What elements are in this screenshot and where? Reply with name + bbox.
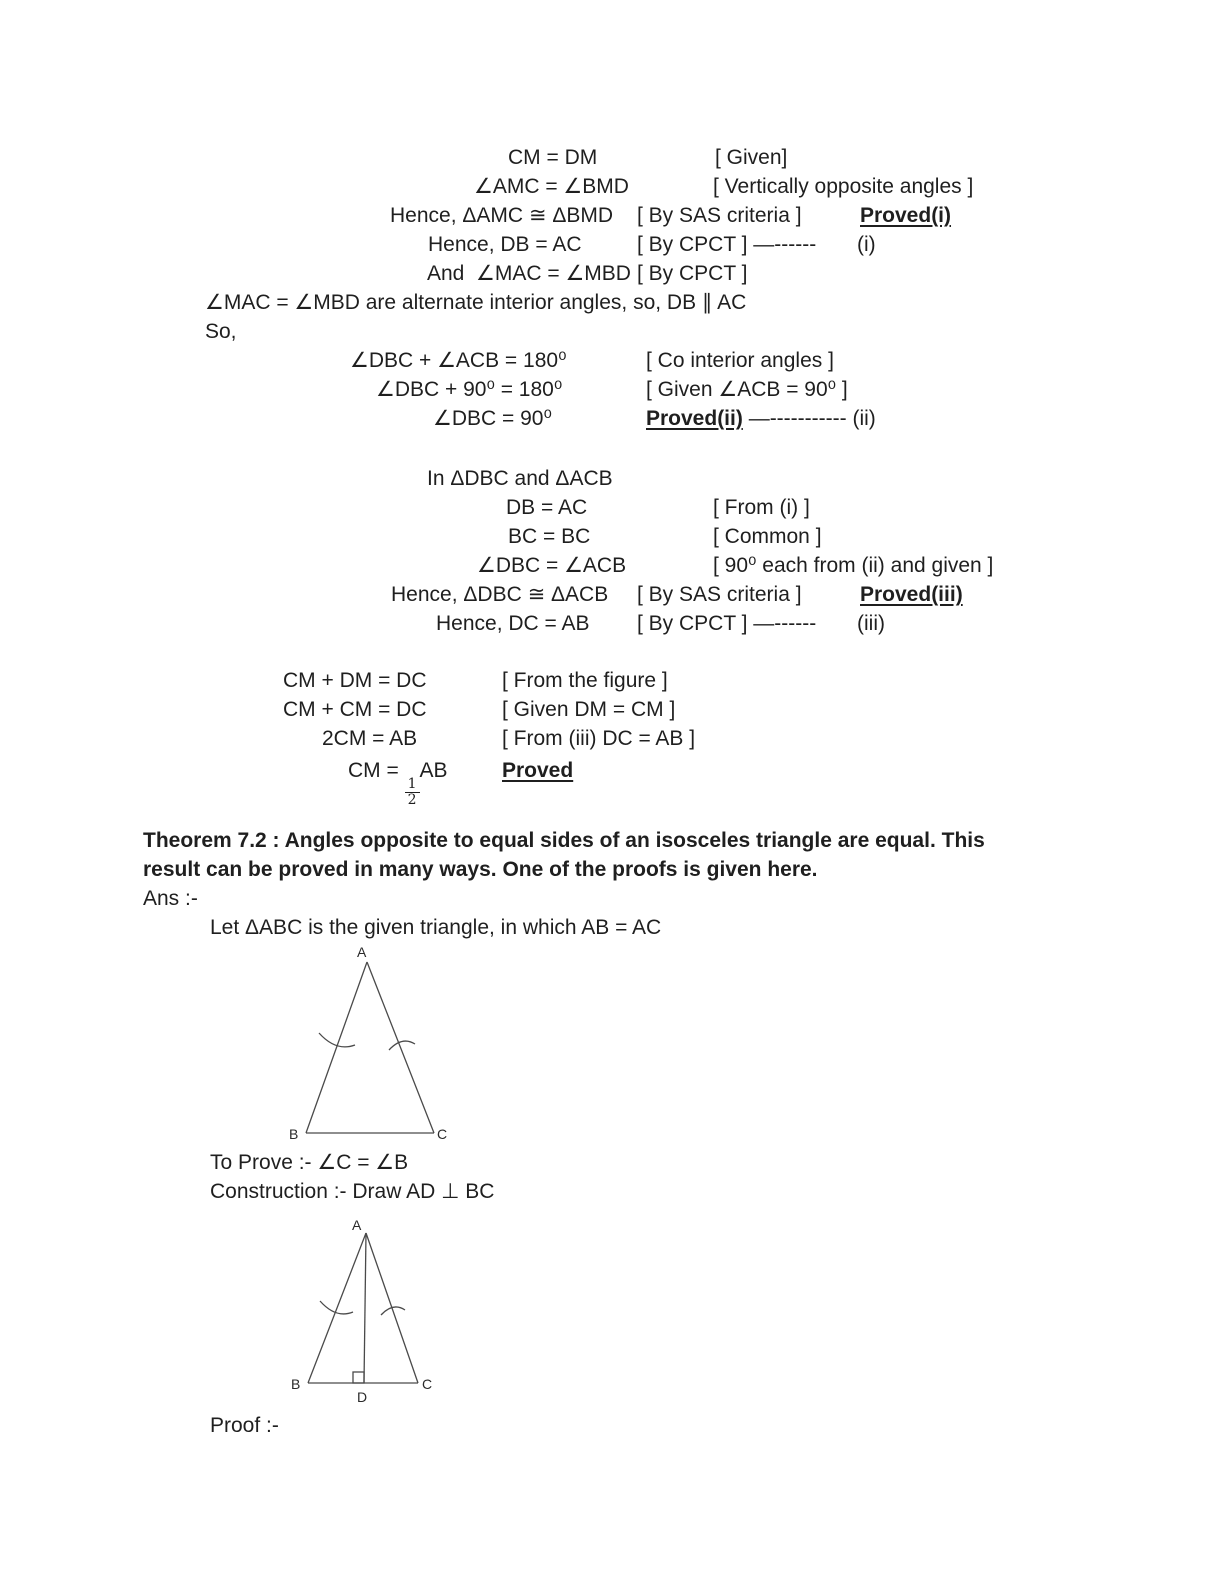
reason-text: [ Co interior angles ] xyxy=(646,349,834,372)
reason-text: [ Vertically opposite angles ] xyxy=(713,175,974,198)
tick-mark-ac xyxy=(389,1041,415,1050)
equation-text: CM = xyxy=(348,759,405,782)
proved-label: Proved xyxy=(502,759,574,782)
reason-text: [ From the figure ] xyxy=(502,669,668,692)
equation-text: DB = AC xyxy=(506,496,588,519)
proof-line xyxy=(0,346,1224,375)
proof-line xyxy=(0,756,1224,809)
given-line xyxy=(0,913,1224,942)
reason-text: [ Given] xyxy=(715,146,788,169)
fraction-numerator: 1 xyxy=(407,776,417,792)
proof-line xyxy=(0,464,1224,493)
construction-text: Construction :- Draw AD ⊥ BC xyxy=(210,1180,495,1203)
reason-text: [ 90⁰ each from (ii) and given ] xyxy=(713,554,994,577)
proof-heading: Proof :- xyxy=(210,1414,279,1437)
proved-group xyxy=(646,404,876,433)
answer-label-line xyxy=(0,884,1224,913)
theorem-title-line1: Theorem 7.2 : Angles opposite to equal sides of an isosceles triangle are equal. This xyxy=(143,829,985,852)
reason-text: [ Given ∠ACB = 90⁰ ] xyxy=(646,378,848,401)
proved-label: Proved(ii) xyxy=(646,407,743,430)
proved-label: Proved(i) xyxy=(860,204,952,227)
foot-label-d: D xyxy=(357,1389,368,1405)
equation-text: BC = BC xyxy=(508,525,591,548)
equation-text: AB xyxy=(419,759,448,782)
reason-text: [ By CPCT ] —------ xyxy=(637,612,817,635)
to-prove-text: To Prove :- ∠C = ∠B xyxy=(210,1151,409,1174)
proof-line xyxy=(0,375,1224,404)
proof-line xyxy=(0,143,1224,172)
one-half-fraction xyxy=(405,777,420,809)
answer-label: Ans :- xyxy=(143,887,198,910)
reason-text: [ From (iii) DC = AB ] xyxy=(502,727,696,750)
reason-text: [ By SAS criteria ] xyxy=(637,583,802,606)
vertex-label-b: B xyxy=(291,1376,301,1392)
vertex-label-b: B xyxy=(289,1126,299,1141)
equation-text: ∠DBC = ∠ACB xyxy=(477,554,627,577)
equation-text: Hence, ΔAMC ≅ ΔBMD xyxy=(390,204,614,227)
construction-line xyxy=(0,1177,1224,1206)
reason-text: [ From (i) ] xyxy=(713,496,810,519)
proof-line xyxy=(0,522,1224,551)
equation-text: Hence, ΔDBC ≅ ΔACB xyxy=(391,583,609,606)
given-text: Let ΔABC is the given triangle, in which AB = AC xyxy=(210,916,662,939)
ref-label: (iii) xyxy=(857,612,885,635)
proof-line xyxy=(0,609,1224,638)
to-prove-line xyxy=(0,1148,1224,1177)
equation-text: 2CM = AB xyxy=(322,727,418,750)
proof-line xyxy=(0,493,1224,522)
equation-text: CM + CM = DC xyxy=(283,698,427,721)
theorem-heading xyxy=(0,855,1224,884)
proof-line xyxy=(0,201,1224,230)
right-angle-mark xyxy=(353,1372,364,1383)
side-ab-line xyxy=(308,1233,366,1383)
proof-line xyxy=(0,580,1224,609)
theorem-title-line2: result can be proved in many ways. One of the proofs is given here. xyxy=(143,858,818,881)
tick-mark-ab xyxy=(320,1301,353,1314)
dash-ref-text: —----------- (ii) xyxy=(742,407,876,430)
proof-line xyxy=(0,259,1224,288)
proof-line xyxy=(0,230,1224,259)
equation-text: ∠DBC = 90⁰ xyxy=(433,407,552,430)
equation-text: ∠DBC + 90⁰ = 180⁰ xyxy=(376,378,563,401)
reason-text: [ Common ] xyxy=(713,525,822,548)
vertex-label-a: A xyxy=(357,944,367,960)
proof-line xyxy=(0,172,1224,201)
vertex-label-c: C xyxy=(422,1376,433,1392)
equation-text: And ∠MAC = ∠MBD xyxy=(427,262,631,285)
proof-heading-line xyxy=(0,1411,1224,1440)
statement-text: In ΔDBC and ΔACB xyxy=(427,467,613,490)
fraction-denominator: 2 xyxy=(405,792,420,808)
isosceles-triangle-figure xyxy=(281,941,456,1141)
vertex-label-a: A xyxy=(352,1217,362,1233)
equation-text: ∠AMC = ∠BMD xyxy=(474,175,629,198)
proof-line xyxy=(0,404,1224,433)
proof-line xyxy=(0,551,1224,580)
vertex-label-c: C xyxy=(437,1126,448,1141)
statement-text: ∠MAC = ∠MBD are alternate interior angles, so, DB ∥ AC xyxy=(205,291,747,314)
equation-text: CM = DM xyxy=(508,146,598,169)
equation-text: Hence, DB = AC xyxy=(428,233,582,256)
reason-text: [ Given DM = CM ] xyxy=(502,698,676,721)
equation-text: Hence, DC = AB xyxy=(436,612,590,635)
triangle-with-altitude-figure xyxy=(278,1216,448,1408)
side-ac-line xyxy=(367,962,434,1133)
theorem-heading xyxy=(0,826,1224,855)
reason-text: [ By CPCT ] xyxy=(637,262,748,285)
proved-label: Proved(iii) xyxy=(860,583,963,606)
proof-line xyxy=(0,317,1224,346)
reason-text: [ By SAS criteria ] xyxy=(637,204,802,227)
proof-line xyxy=(0,288,1224,317)
proof-line xyxy=(0,666,1224,695)
statement-text: So, xyxy=(205,320,237,343)
proof-line xyxy=(0,695,1224,724)
proof-line xyxy=(0,724,1224,753)
reason-text: [ By CPCT ] —------ xyxy=(637,233,817,256)
ref-label: (i) xyxy=(857,233,876,256)
equation-with-fraction xyxy=(348,756,448,809)
equation-text: CM + DM = DC xyxy=(283,669,427,692)
equation-text: ∠DBC + ∠ACB = 180⁰ xyxy=(350,349,567,372)
side-ab-line xyxy=(306,962,367,1133)
altitude-ad-line xyxy=(364,1233,366,1383)
